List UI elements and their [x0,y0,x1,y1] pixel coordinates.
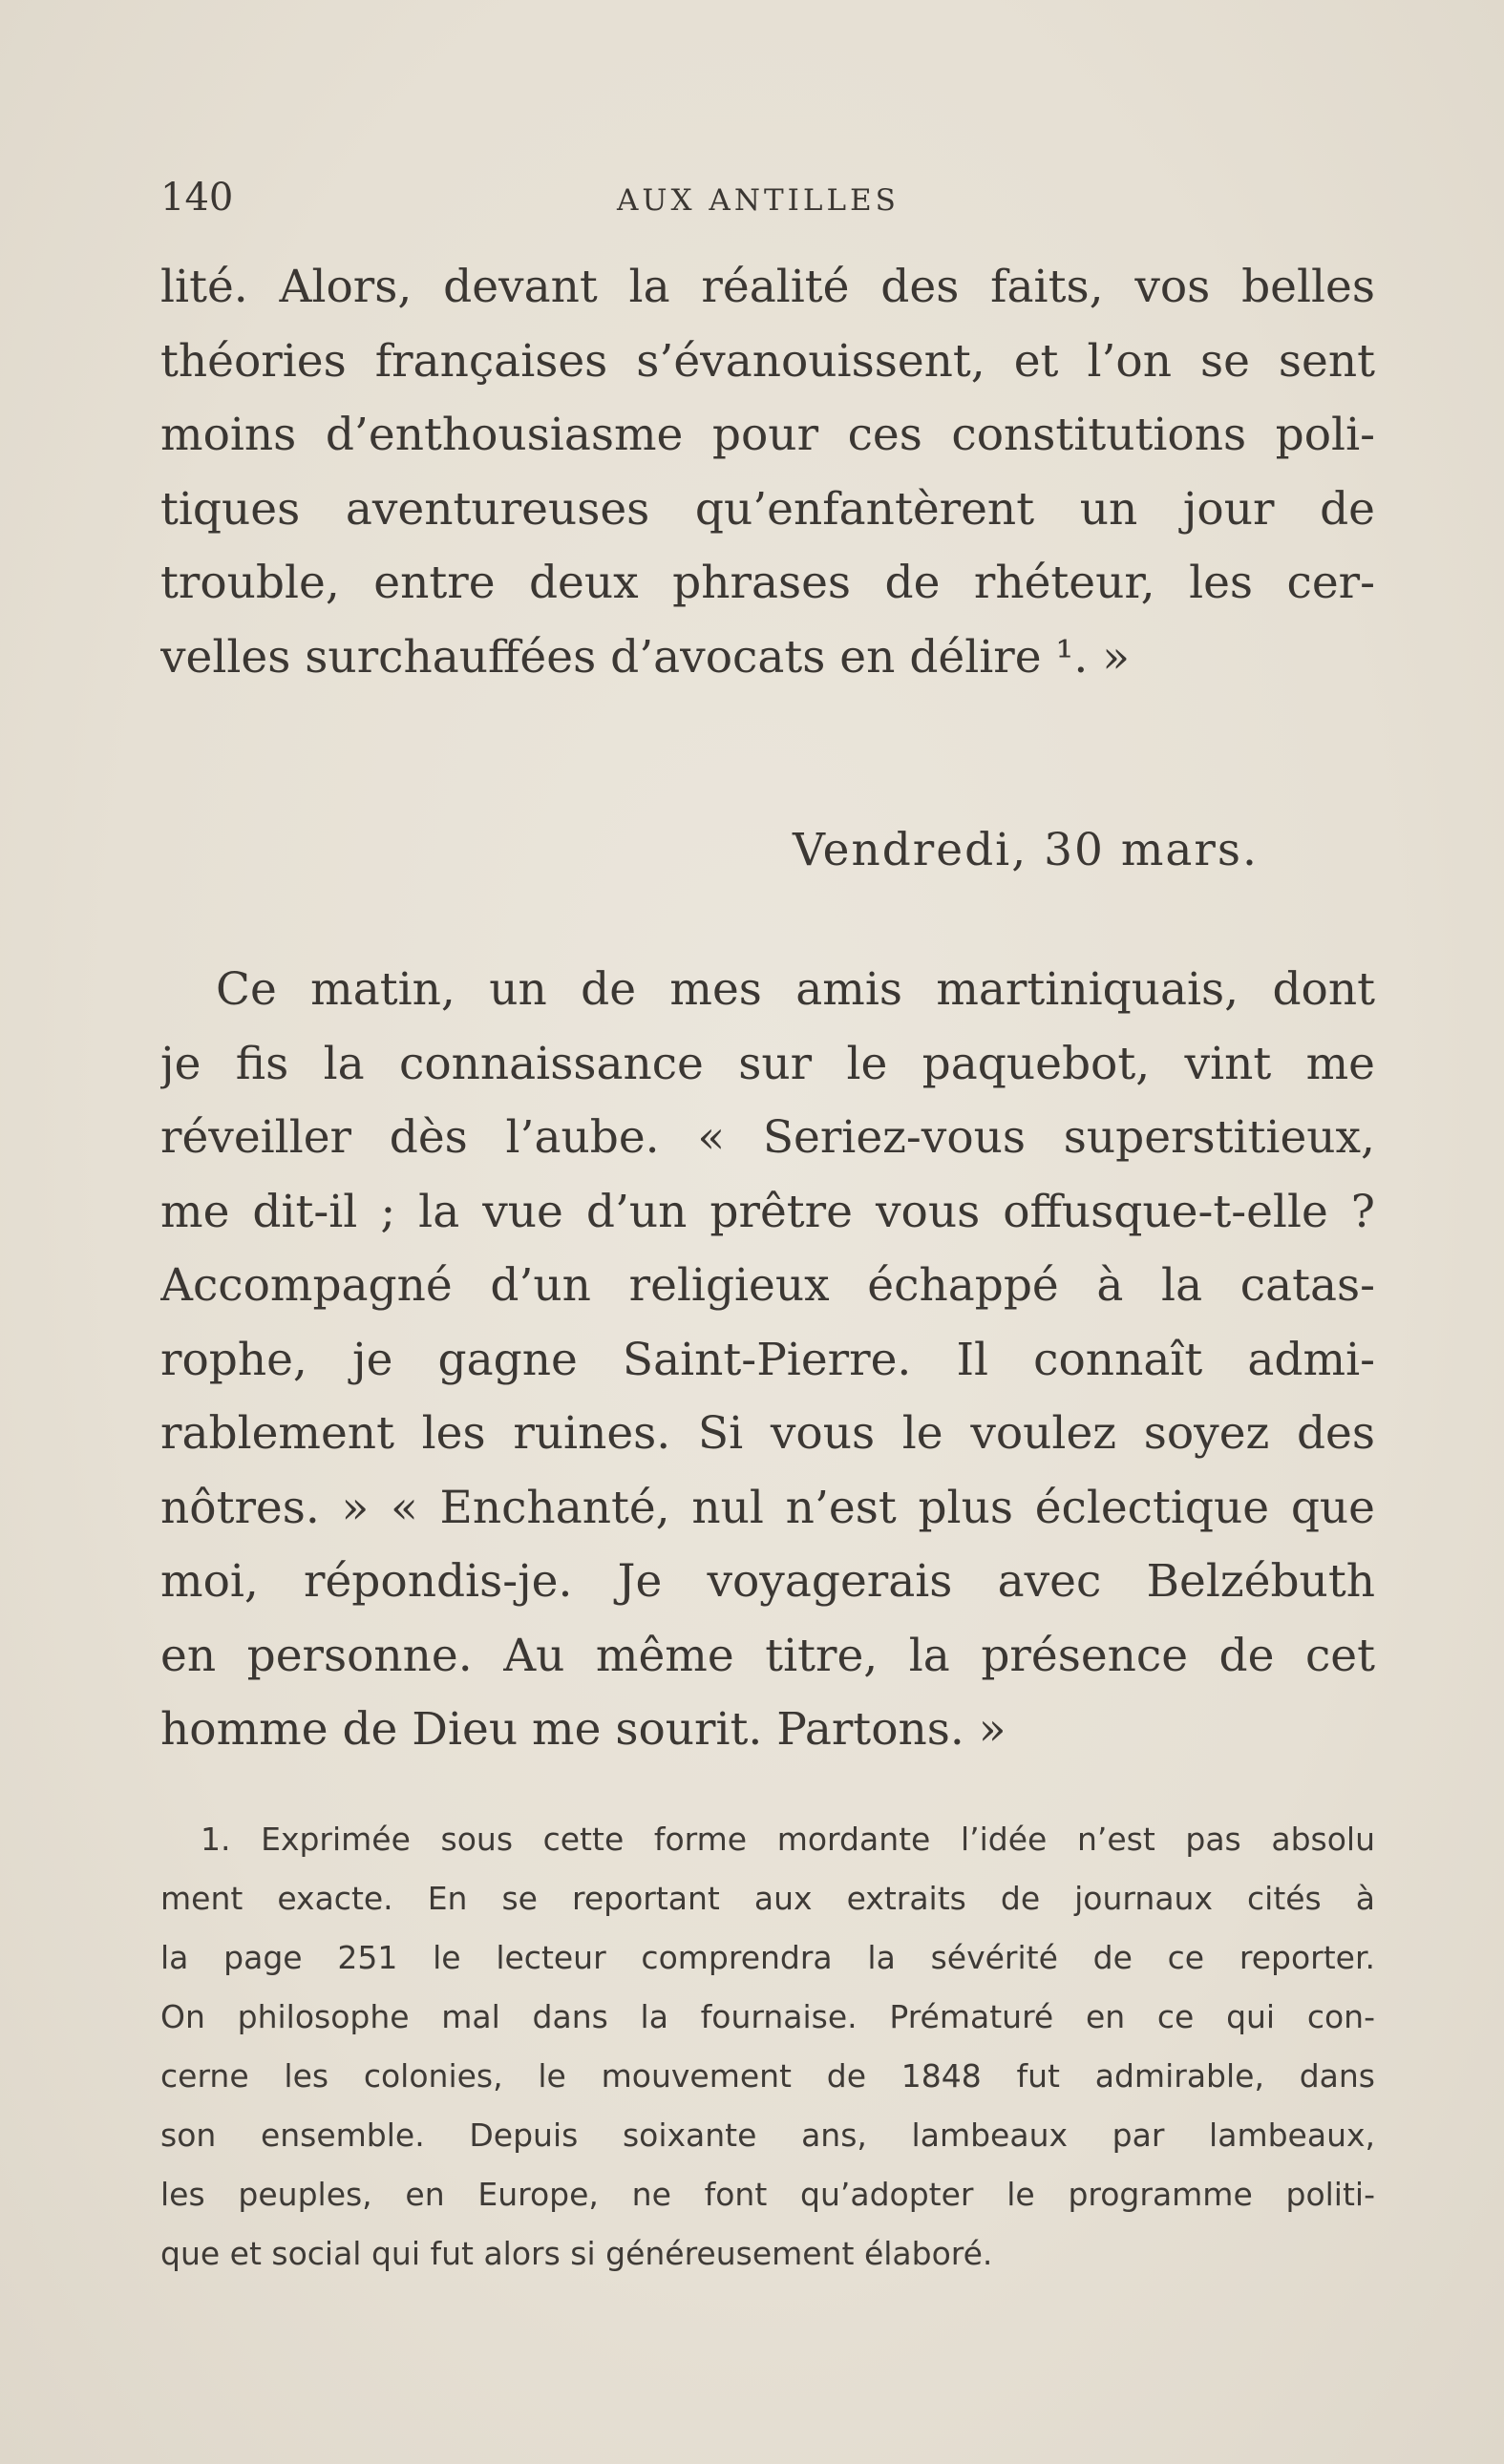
text-line: moins d’enthousiasme pour ces constitutions poli- [160,409,1375,461]
text-line: lité. Alors, devant la réalité des faits, vos belles [160,261,1375,313]
text-line: me dit-il ; la vue d’un prêtre vous offusque-t-elle ? [160,1185,1375,1238]
text-line: moi, répondis-je. Je voyagerais avec Belzébuth [160,1555,1375,1608]
text-line: nôtres. » « Enchanté, nul n’est plus éclectique que [160,1481,1375,1534]
footnote [160,1810,1375,2284]
dateline: Vendredi, 30 mars. [793,824,1259,876]
text-line: théories françaises s’évanouissent, et l’on se sent [160,334,1375,388]
paragraph-1 [160,250,1375,694]
footnote-line: la page 251 le lecteur comprendra la sévérité de ce reporter. [160,1939,1375,1976]
text-line: rablement les ruines. Si vous le voulez soyez des [160,1407,1375,1460]
text-line: rophe, je gagne Saint-Pierre. Il connaît admi- [160,1333,1375,1386]
footnote-line: 1. Exprimée sous cette forme mordante l’idée n’est pas absolu [201,1821,1375,1858]
text-line: Ce matin, un de mes amis martiniquais, dont [216,963,1375,1016]
page-header [160,174,1375,221]
footnote-line: que et social qui fut alors si généreusement élaboré. [160,2235,993,2272]
text-line: velles surchauffées d’avocats en délire ¹. » [160,630,1130,684]
footnote-line: les peuples, en Europe, ne font qu’adopter le programme politi- [160,2176,1375,2213]
footnote-line: On philosophe mal dans la fournaise. Prématuré en ce qui con- [160,1998,1375,2035]
footnote-line: son ensemble. Depuis soixante ans, lambeaux par lambeaux, [160,2117,1375,2154]
footnote-line: ment exacte. En se reportant aux extraits de journaux cités à [160,1880,1375,1917]
running-title: AUX ANTILLES [617,183,900,218]
text-line: en personne. Au même titre, la présence de cet [160,1629,1375,1682]
text-line: je fis la connaissance sur le paquebot, vint me [160,1037,1375,1090]
paragraph-2 [160,953,1375,1767]
text-line: tiques aventureuses qu’enfantèrent un jour de [160,482,1375,536]
text-line: Accompagné d’un religieux échappé à la catas- [160,1259,1375,1312]
page-number: 140 [160,176,234,220]
text-line: réveiller dès l’aube. « Seriez-vous superstitieux, [160,1111,1375,1164]
text-line: homme de Dieu me sourit. Partons. » [160,1703,1006,1756]
footnote-line: cerne les colonies, le mouvement de 1848 fut admirable, dans [160,2057,1375,2095]
text-line: trouble, entre deux phrases de rhéteur, les cer- [160,557,1375,609]
